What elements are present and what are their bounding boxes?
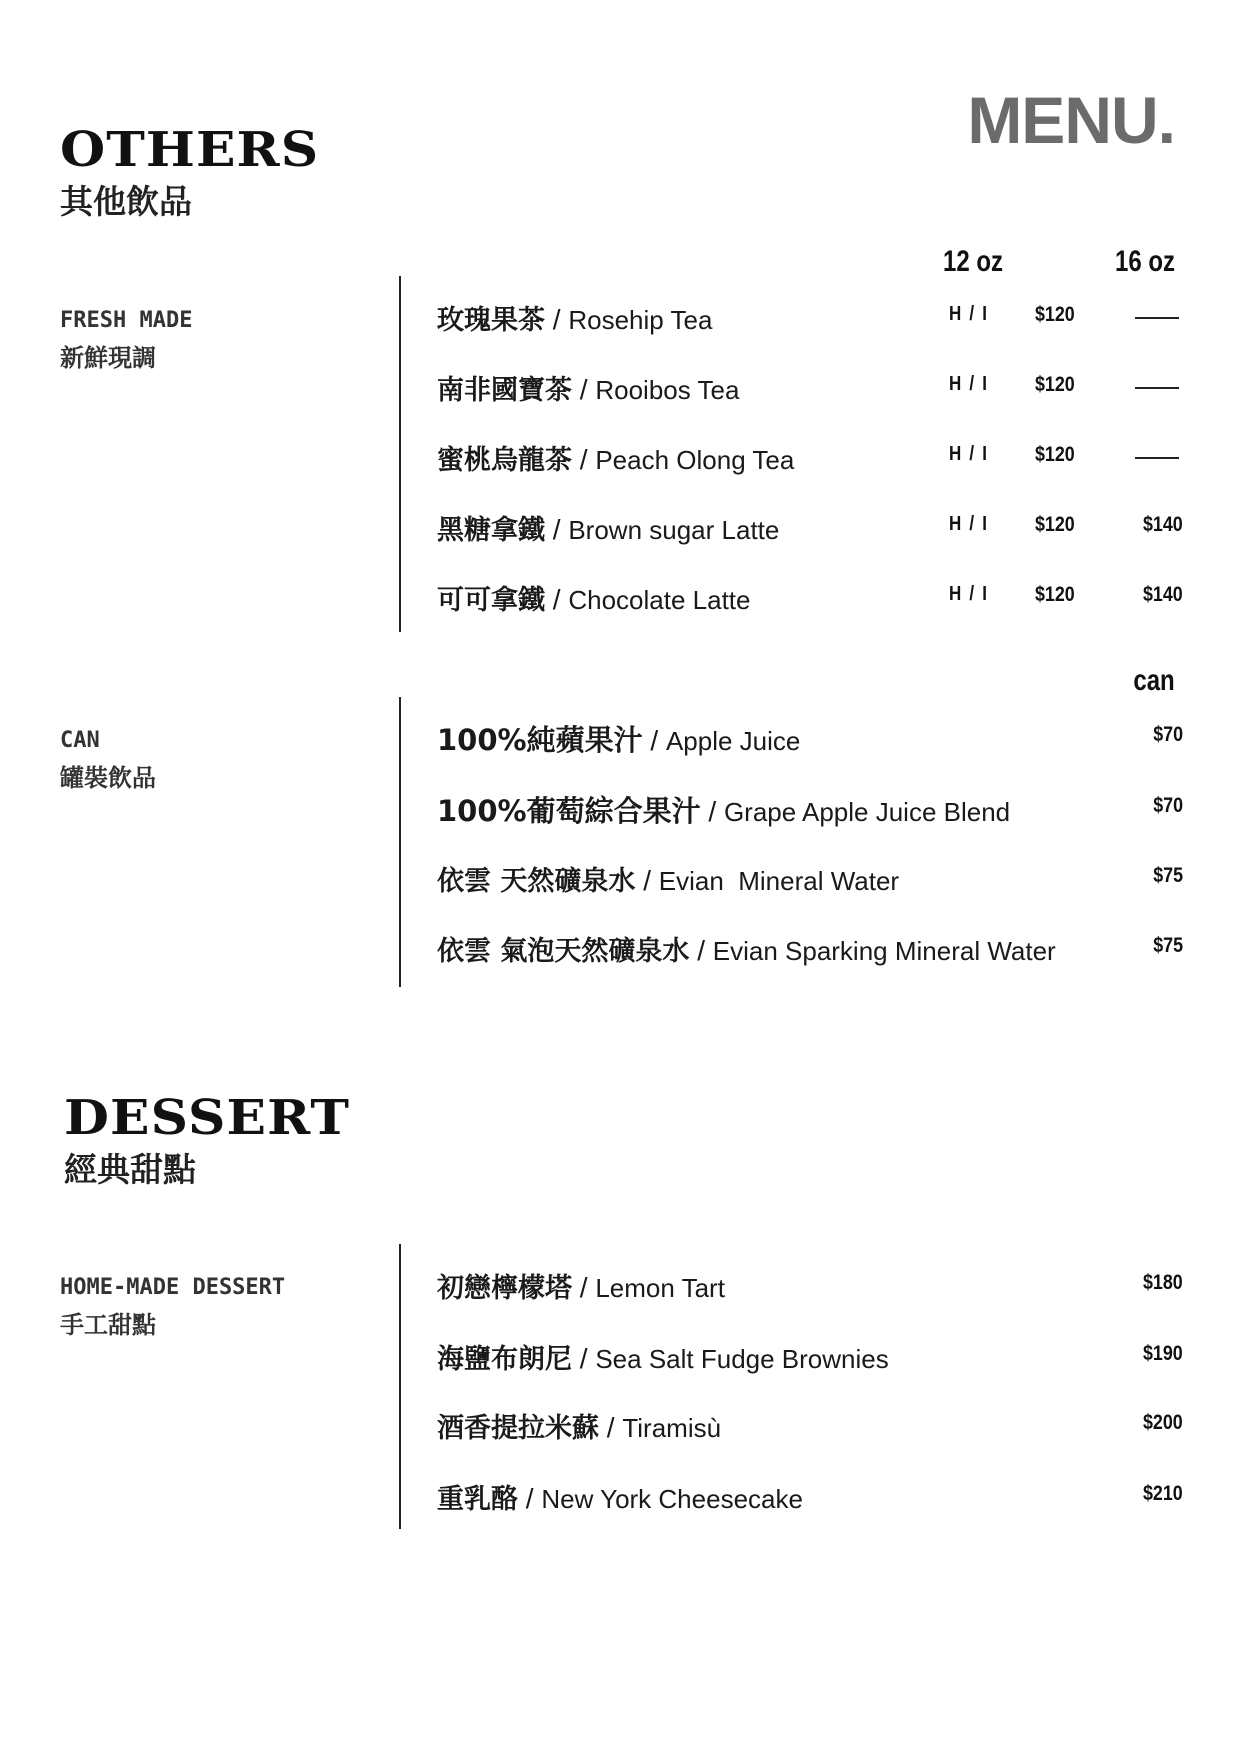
temp-options: H / I bbox=[949, 583, 989, 605]
menu-item-row bbox=[437, 1266, 1197, 1306]
menu-item-row bbox=[437, 368, 1197, 408]
category-home-made-zh: 手工甜點 bbox=[60, 1311, 156, 1339]
menu-item-name: 黑糖拿鐵 / Brown sugar Latte bbox=[437, 514, 780, 546]
price-12oz: $120 bbox=[1035, 513, 1075, 536]
price-can: $75 bbox=[1153, 934, 1183, 957]
temp-options: H / I bbox=[949, 303, 989, 325]
category-fresh-made-zh: 新鮮現調 bbox=[60, 344, 156, 372]
price: $210 bbox=[1143, 1482, 1183, 1505]
menu-item-name: 蜜桃烏龍茶 / Peach Olong Tea bbox=[437, 444, 795, 476]
price-12oz: $120 bbox=[1035, 583, 1075, 606]
menu-item-name: 南非國寶茶 / Rooibos Tea bbox=[437, 374, 740, 406]
menu-item-row bbox=[437, 859, 1197, 899]
price-16oz-unavailable bbox=[1135, 457, 1179, 459]
col-header-can: can bbox=[1133, 664, 1175, 697]
price-16oz: $140 bbox=[1143, 513, 1183, 536]
others-title: OTHERS bbox=[60, 122, 320, 178]
menu-item-row bbox=[437, 1477, 1197, 1517]
menu-brand-title: MENU. bbox=[967, 83, 1175, 157]
price-can: $70 bbox=[1153, 723, 1183, 746]
menu-item-name: 依雲 氣泡天然礦泉水 / Evian Sparking Mineral Water bbox=[437, 935, 1056, 967]
menu-item-name: 依雲 天然礦泉水 / Evian Mineral Water bbox=[437, 865, 900, 897]
temp-options: H / I bbox=[949, 373, 989, 395]
price: $200 bbox=[1143, 1411, 1183, 1434]
menu-item-name: 100%葡萄綜合果汁 / Grape Apple Juice Blend bbox=[437, 794, 1011, 828]
menu-item-row bbox=[437, 789, 1197, 829]
price-12oz: $120 bbox=[1035, 443, 1075, 466]
price: $180 bbox=[1143, 1271, 1183, 1294]
price-16oz: $140 bbox=[1143, 583, 1183, 606]
menu-item-row bbox=[437, 718, 1197, 758]
category-fresh-made-en: FRESH MADE bbox=[60, 308, 193, 333]
price-16oz-unavailable bbox=[1135, 387, 1179, 389]
col-header-12oz: 12 oz bbox=[942, 245, 1003, 278]
divider-line bbox=[399, 276, 401, 632]
menu-item-name: 海鹽布朗尼 / Sea Salt Fudge Brownies bbox=[437, 1343, 889, 1375]
menu-item-row bbox=[437, 438, 1197, 478]
divider-line bbox=[399, 1244, 401, 1529]
temp-options: H / I bbox=[949, 443, 989, 465]
divider-line bbox=[399, 697, 401, 987]
dessert-title: DESSERT bbox=[64, 1090, 351, 1146]
price-can: $70 bbox=[1153, 794, 1183, 817]
price-16oz-unavailable bbox=[1135, 317, 1179, 319]
menu-item-row bbox=[437, 508, 1197, 548]
category-can-en: CAN bbox=[60, 728, 100, 753]
dessert-subtitle: 經典甜點 bbox=[64, 1150, 196, 1189]
menu-item-name: 可可拿鐵 / Chocolate Latte bbox=[437, 584, 751, 616]
menu-item-name: 100%純蘋果汁 / Apple Juice bbox=[437, 723, 801, 757]
price-12oz: $120 bbox=[1035, 303, 1075, 326]
menu-item-row bbox=[437, 1337, 1197, 1377]
menu-item-row bbox=[437, 298, 1197, 338]
menu-item-row bbox=[437, 578, 1197, 618]
category-can-zh: 罐裝飲品 bbox=[60, 764, 156, 792]
menu-item-name: 重乳酪 / New York Cheesecake bbox=[437, 1483, 803, 1515]
menu-item-row bbox=[437, 929, 1197, 969]
menu-item-row bbox=[437, 1406, 1197, 1446]
price-12oz: $120 bbox=[1035, 373, 1075, 396]
price-can: $75 bbox=[1153, 864, 1183, 887]
menu-item-name: 初戀檸檬塔 / Lemon Tart bbox=[437, 1272, 725, 1304]
category-home-made-en: HOME-MADE DESSERT bbox=[60, 1275, 286, 1300]
menu-item-name: 玫瑰果茶 / Rosehip Tea bbox=[437, 304, 713, 336]
col-header-16oz: 16 oz bbox=[1114, 245, 1175, 278]
price: $190 bbox=[1143, 1342, 1183, 1365]
menu-item-name: 酒香提拉米蘇 / Tiramisù bbox=[437, 1412, 722, 1444]
temp-options: H / I bbox=[949, 513, 989, 535]
others-subtitle: 其他飲品 bbox=[60, 182, 192, 221]
